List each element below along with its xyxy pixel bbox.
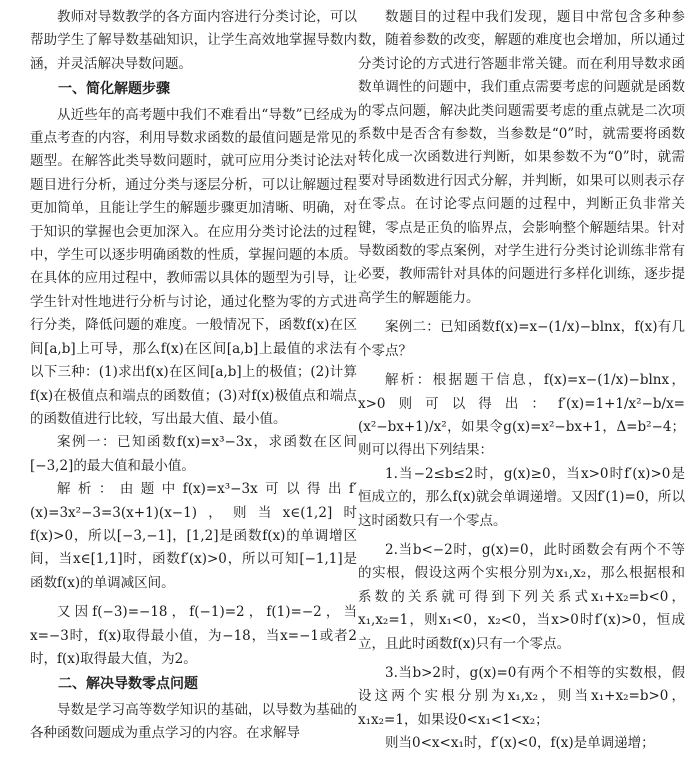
paragraph-case-2-point-3-cont: 则当0<x<x₁时，f′(x)<0，f(x)是单调递增； [385, 735, 655, 752]
section-heading-2: 二、解决导数零点问题 [58, 676, 198, 693]
right-column [358, 6, 685, 756]
paragraph-case-1-analysis: 解析：由题中f(x)=x³−3x可以得出f′(x)=3x²−3=3(x+1)(x−1)，则当x∈(1,2]时f(x)>0，所以[−3,−1]，[1,2]是函数f(x)的单调增区间，当x∈[1,1]时，函数f′(x)>0，所以可知[−1,1]是函数f(x)的单调减区间。 [30, 481, 357, 591]
paragraph-case-1: 案例一：已知函数f(x)=x³−3x，求函数在区间[−3,2]的最大值和最小值。 [30, 434, 357, 474]
paragraph-intro: 教师对导数教学的各方面内容进行分类讨论，可以帮助学生了解导数基础知识，让学生高效地掌握导数内涵，并灵活解决导数问题。 [30, 9, 357, 72]
section-heading-1: 一、简化解题步骤 [58, 81, 170, 98]
paragraph-case-1-result: 又因f(−3)=−18，f(−1)=2，f(1)=−2，当x=−3时，f(x)取得最小值，为−18，当x=−1或者2时，f(x)取得最大值，为2。 [30, 604, 357, 667]
paragraph-case-2-analysis: 解析：根据题干信息，f(x)=x−(1/x)−blnx，x>0则可以得出：f′(x)=1+1/x²−b/x=(x²−bx+1)/x²，如果令g(x)=x²−bx+1，Δ=b²−4；则可以得出下列结果： [358, 372, 685, 459]
paragraph-case-2: 案例二：已知函数f(x)=x−(1/x)−blnx，f(x)有几个零点？ [358, 319, 685, 359]
paragraph-simplify: 从近些年的高考题中我们不难看出“导数”已经成为重点考查的内容，利用导数求函数的最值问题是常见的题型。在解答此类导数问题时，就可应用分类讨论法对题目进行分析，通过分类与逐层分析，可以让解题过程更加简单，且能让学生的解题步骤更加清晰、明确，对于知识的掌握也会更加深入。在应用分类讨论法的过程中，学生可以逐步明确函数的性质，掌握问题的本质。在具体的应用过程中，教师需以具体的题型为引导，让学生针对性地进行分析与讨论，通过化整为零的方式进行分类，降低问题的难度。一般情况下，函数f(x)在区间[a,b]上可导，那么f(x)在区间[a,b]上最值的求法有以下三种：(1)求出f(x)在区间[a,b]上的极值；(2)计算f(x)在极值点和端点的函数值；(3)对f(x)极值点和端点的函数值进行比较，写出最大值、最小值。 [30, 106, 357, 427]
paragraph-case-2-point-2: 2.当b<−2时，g(x)=0，此时函数会有两个不等的实根，假设这两个实根分别为x₁,x₂，那么根据根和系数的关系就可得到下列关系式x₁+x₂=b<0，x₁,x₂=1，则x₁<0，x₂<0，当x>0时f′(x)>0，恒成立，且此时函数f(x)只有一个零点。 [358, 541, 685, 652]
left-column [30, 6, 357, 746]
paragraph-zero-intro: 导数是学习高等数学知识的基础，以导数为基础的各种函数问题成为重点学习的内容。在求解导 [30, 701, 357, 742]
paragraph-zero-continued: 数题目的过程中我们发现，题目中常包含多种参数，随着参数的改变，解题的难度也会增加，所以通过分类讨论的方式进行答题非常关键。而在利用导数求函数单调性的问题中，我们重点需要考虑的问题就是函数的零点问题，解决此类问题需要考虑的重点就是二次项系数中是否含有参数，当参数是“0”时，就需要将函数转化成一次函数进行判断，如果参数不为“0”时，就需要对导函数进行因式分解，并判断，如果可以则表示存在零点。在讨论零点问题的过程中，判断正负非常关键，零点是正负的临界点，会影响整个解题结果。针对导数函数的零点案例，对学生进行分类讨论训练非常有必要，教师需针对具体的问题进行多样化训练，逐步提高学生的解题能力。 [358, 9, 685, 306]
paragraph-case-2-point-1: 1.当−2≤b≤2时，g(x)≥0，当x>0时f′(x)>0是恒成立的，那么f(x)就会单调递增。又因f′(1)=0，所以这时函数只有一个零点。 [358, 465, 685, 529]
paragraph-case-2-point-3: 3.当b>2时，g(x)=0有两个不相等的实数根，假设这两个实根分别为x₁,x₂，则当x₁+x₂=b>0，x₁x₂=1，如果设0<x₁<1<x₂； [358, 664, 685, 728]
